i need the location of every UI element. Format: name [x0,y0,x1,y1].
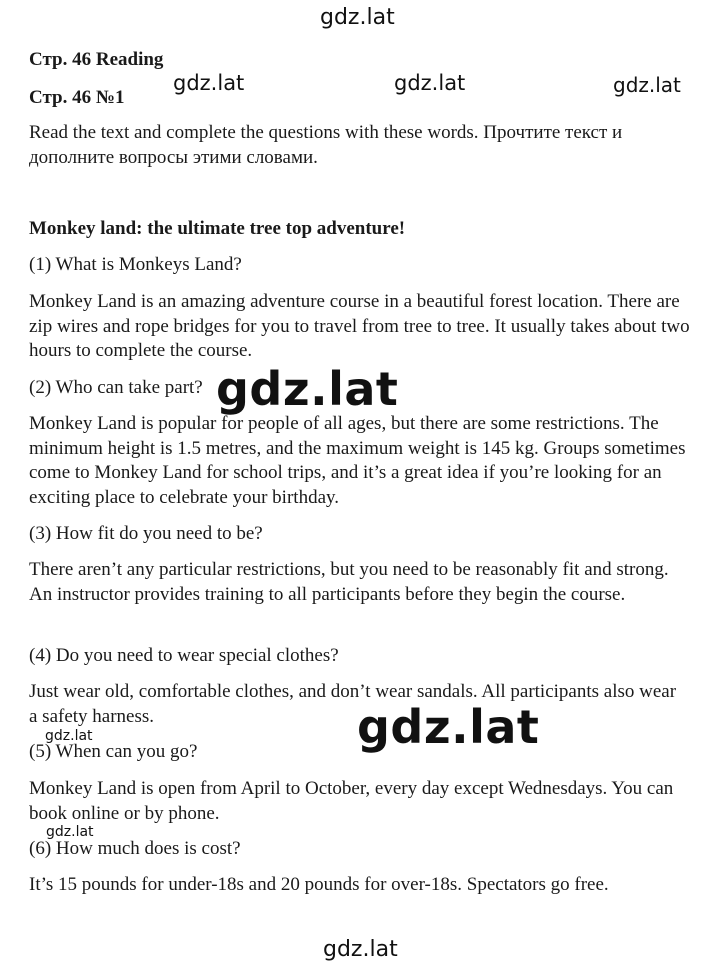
watermark-row-left: gdz.lat [173,71,245,95]
answer-4: Just wear old, comfortable clothes, and don’t wear sandals. All participants also wear a safety harness. [29,681,677,727]
watermark-small-lower: gdz.lat [46,824,94,840]
question-6: (6) How much does is cost? [29,838,241,859]
watermark-row-center: gdz.lat [394,71,466,95]
watermark-large-lower: gdz.lat [357,700,540,754]
answer-6: It’s 15 pounds for under-18s and 20 pounds for over-18s. Spectators go free. [29,874,609,895]
answer-1: Monkey Land is an amazing adventure course in a beautiful forest location. There are zip wires and rope bridges for you to travel from tree to tree. It usually takes about two hours to complete the course. [29,291,690,361]
watermark-large-upper: gdz.lat [216,362,399,416]
answer-5: Monkey Land is open from April to October, every day except Wednesdays. You can book online or by phone. [29,778,674,824]
question-3: (3) How fit do you need to be? [29,523,263,544]
instruction-text: Read the text and complete the questions with these words. Прочтите текст и дополните вопросы этими словами. [29,122,623,168]
answer-3: There aren’t any particular restrictions, but you need to be reasonably fit and strong. An instructor provides training to all participants before they begin the course. [29,559,669,605]
watermark-row-right: gdz.lat [613,73,681,97]
question-1: (1) What is Monkeys Land? [29,254,242,275]
watermark-bottom: gdz.lat [323,937,398,962]
watermark-top: gdz.lat [320,5,395,30]
answer-2: Monkey Land is popular for people of all ages, but there are some restrictions. The minimum height is 1.5 metres, and the maximum weight is 145 kg. Groups sometimes come to Monkey Land for school trips, and it’s a great idea if you’re looking for an exciting place to celebrate your birthday. [29,413,686,508]
question-4: (4) Do you need to wear special clothes? [29,645,339,666]
watermark-small-upper: gdz.lat [45,728,93,744]
section-title: Стр. 46 Reading [29,49,164,70]
exercise-title: Стр. 46 №1 [29,87,125,108]
article-title: Monkey land: the ultimate tree top adventure! [29,218,406,239]
question-5: (5) When can you go? [29,741,198,762]
question-2: (2) Who can take part? [29,377,203,398]
